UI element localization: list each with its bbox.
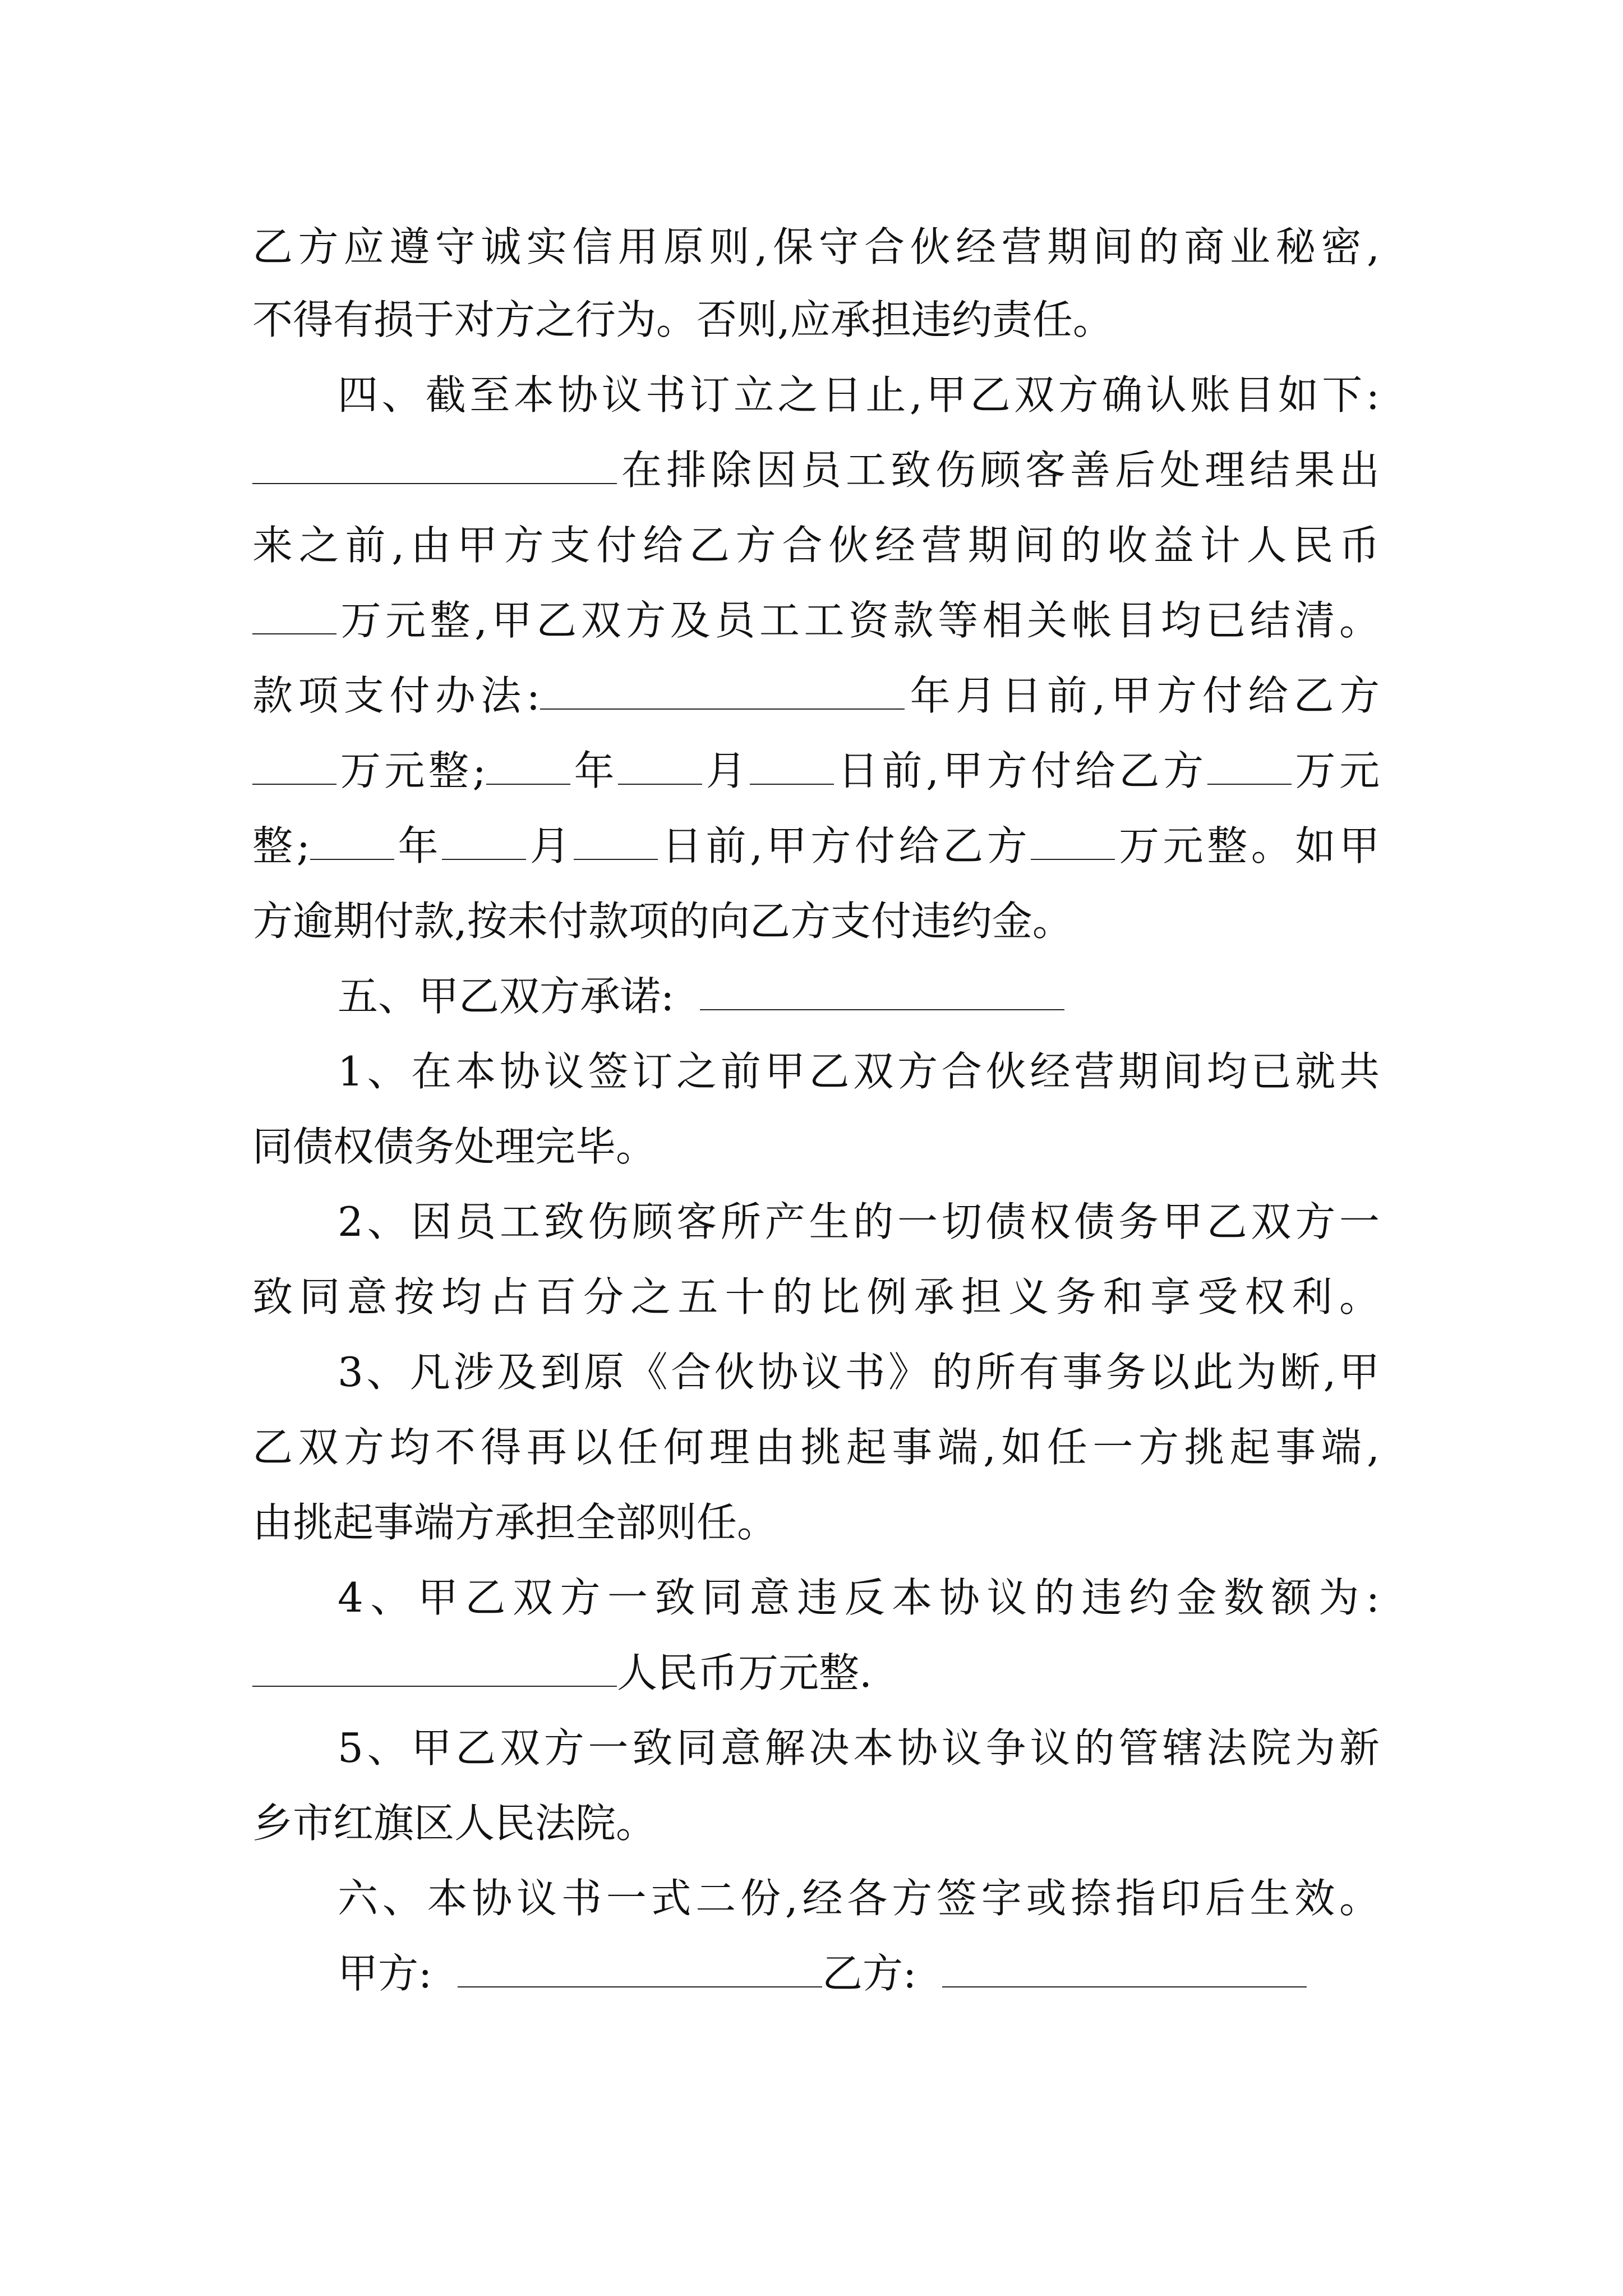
clause-four-heading: 四、截至本协议书订立之日止,甲乙双方确认账目如下: <box>338 371 1380 418</box>
paragraph-line <box>252 819 1380 873</box>
paragraph-line: 5、甲乙双方一致同意解决本协议争议的管辖法院为新 <box>338 1724 1380 1772</box>
text: 日前,甲方付给乙方 <box>658 822 1031 869</box>
blank-field[interactable] <box>252 1652 617 1687</box>
paragraph-line: 3、凡涉及到原《合伙协议书》的所有事务以此为断,甲 <box>338 1349 1380 1396</box>
paragraph-line: 4、甲乙双方一致同意违反本协议的违约金数额为: <box>338 1574 1380 1621</box>
paragraph-line: 来之前,由甲方支付给乙方合伙经营期间的收益计人民币 <box>252 522 1380 569</box>
blank-field[interactable] <box>310 825 394 860</box>
text: 月 <box>702 747 750 794</box>
text: 万元整,甲乙双方及员工工资款等相关帐目均已结清。 <box>336 597 1380 644</box>
blank-field[interactable] <box>486 750 570 785</box>
text: 日前,甲方付给乙方 <box>834 747 1207 794</box>
paragraph-line: 同债权债务处理完毕。 <box>252 1123 657 1170</box>
party-a-label: 甲方: <box>338 1950 432 1997</box>
clause-five-heading <box>338 969 1380 1023</box>
paragraph-line: 乙双方均不得再以任何理由挑起事端,如任一方挑起事端, <box>252 1424 1380 1471</box>
paragraph-line <box>252 443 1380 497</box>
clause-six: 六、本协议书一式二份,经各方签字或捺指印后生效。 <box>338 1875 1380 1922</box>
paragraph-line: 1、在本协议签订之前甲乙双方合伙经营期间均已就共 <box>338 1048 1380 1095</box>
paragraph-line: 2、因员工致伤顾客所产生的一切债权债务甲乙双方一 <box>338 1198 1380 1245</box>
party-b-signature-field[interactable] <box>942 1953 1307 1987</box>
signature-line <box>338 1947 1380 2000</box>
text: 年月日前,甲方付给乙方 <box>905 672 1380 719</box>
blank-field[interactable] <box>618 750 702 785</box>
text: 在排除因员工致伤顾客善后处理结果出 <box>617 447 1380 494</box>
text: 年 <box>394 822 442 869</box>
text: 万元整。如甲 <box>1115 822 1380 869</box>
party-b-label: 乙方: <box>822 1950 917 1997</box>
paragraph-line: 致同意按均占百分之五十的比例承担义务和享受权利。 <box>252 1273 1380 1320</box>
blank-field[interactable] <box>442 825 526 860</box>
paragraph-line: 不得有损于对方之行为。否则,应承担违约责任。 <box>252 296 1113 343</box>
text: 五、甲乙双方承诺: <box>338 973 675 1020</box>
text: 年 <box>570 747 619 794</box>
paragraph-line: 方逾期付款,按未付款项的向乙方支付违约金。 <box>252 898 1073 945</box>
text: 万元整; <box>336 747 486 794</box>
paragraph-line: 由挑起事端方承担全部则任。 <box>252 1499 778 1546</box>
blank-field[interactable] <box>252 449 617 484</box>
blank-field[interactable] <box>750 750 834 785</box>
text: 款项支付办法: <box>252 672 541 719</box>
paragraph-line <box>252 1646 1380 1700</box>
blank-field[interactable] <box>700 976 1064 1010</box>
paragraph-line <box>252 744 1380 798</box>
paragraph-line: 乡市红旗区人民法院。 <box>252 1800 657 1847</box>
text: 月 <box>526 822 574 869</box>
text: 万元 <box>1291 747 1380 794</box>
text: 人民币万元整. <box>617 1649 872 1696</box>
paragraph-line: 乙方应遵守诚实信用原则,保守合伙经营期间的商业秘密, <box>252 223 1380 270</box>
paragraph-line <box>252 593 1380 647</box>
paragraph-line <box>252 669 1380 723</box>
blank-field[interactable] <box>540 675 905 710</box>
party-a-signature-field[interactable] <box>458 1953 822 1987</box>
blank-field[interactable] <box>1031 825 1115 860</box>
blank-field[interactable] <box>1207 750 1292 785</box>
blank-field[interactable] <box>252 750 336 785</box>
blank-field[interactable] <box>574 825 658 860</box>
text: 整; <box>252 822 310 869</box>
blank-field[interactable] <box>252 600 336 634</box>
